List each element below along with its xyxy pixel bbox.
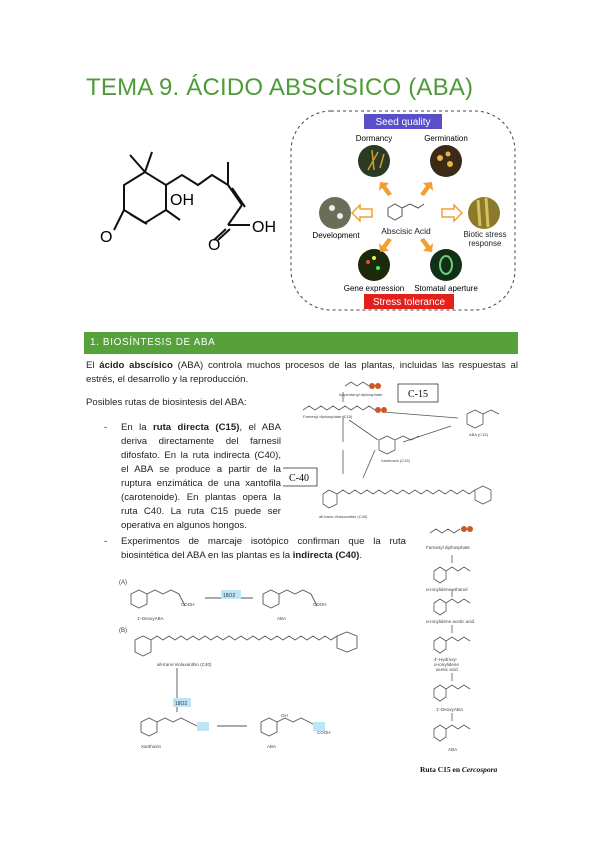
- intro-text-end: (ABA) controla muchos procesos de las plantas, incluidas las respuestas al estrés, el desarrollo y la reproducción.: [86, 360, 519, 385]
- deoxyaba-cerc-label: 1'-DeoxyABA: [436, 707, 464, 712]
- seed-quality-label: Seed quality: [375, 117, 431, 128]
- bullet1-bold: ruta directa (C15): [153, 422, 240, 433]
- bullet2-bold: indirecta (C40): [292, 550, 360, 561]
- deoxyaba-label: 1'-DeoxyABA: [137, 616, 164, 621]
- aba-structure: [90, 150, 290, 255]
- caption-text: Ruta C15 en: [420, 765, 462, 774]
- bullet-item-1: [121, 421, 281, 533]
- biosynthesis-pathway-figure: [283, 378, 519, 530]
- intro-text-start: El: [86, 360, 100, 371]
- hydroxy-label-3: acetic acid: [436, 667, 458, 672]
- section-heading: 1. BIOSÍNTESIS DE ABA: [84, 332, 518, 354]
- c15-label: C-15: [408, 389, 428, 400]
- development-image: [319, 197, 351, 229]
- gene-expression-image: [358, 249, 390, 281]
- bullet-item-2: [121, 535, 406, 563]
- intro-bold-term: ácido abscísico: [99, 360, 173, 371]
- oh-label: OH: [170, 192, 194, 209]
- germination-image: [430, 145, 462, 177]
- biotic-stress-label: Biotic stress response: [463, 230, 507, 248]
- aba-label-a: ABA: [277, 616, 287, 621]
- aba-cerc-label: ABA: [448, 747, 458, 752]
- violaxanthin-b-label: all-trans-Violaxanthin (C40): [157, 662, 212, 667]
- acid-oh-label: OH: [252, 219, 276, 236]
- bullet1-text-a: En la: [121, 422, 154, 433]
- bullet2-text-a: Experimentos de marcaje isotópico confirman que la ruta biosintética del ABA en las plantas es la: [121, 536, 406, 561]
- routes-label: Posibles rutas de biosintesis del ABA:: [86, 397, 247, 408]
- caption-italic: Cercospora: [461, 765, 498, 774]
- dormancy-label: Dormancy: [355, 134, 393, 143]
- hydroxy-label-2: α-ionylidene: [434, 662, 459, 667]
- cooh-label-a: COOH: [181, 602, 195, 607]
- biotic-stress-image: [468, 197, 500, 229]
- xanthoxin-label: Xanthoxin (C15): [381, 458, 410, 463]
- page-title: TEMA 9. ÁCIDO ABSCÍSICO (ABA): [86, 74, 474, 101]
- ionylidene-acid-label: α-Ionylidene acetic acid: [426, 619, 475, 624]
- bullet1-text-b: , el ABA deriva directamente del farnesil difosfato. En la ruta indirecta (C40), el ABA se produce a partir de la ruptura enzimática de una xantofila (carotenoide). En plantas opera la ruta C40. La ruta C15 puede ser operativa en algunos hongos.: [121, 422, 281, 531]
- panel-b-label: (B): [119, 628, 127, 634]
- aba-label-b: ABA: [267, 744, 277, 749]
- stomatal-aperture-label: Stomatal aperture: [414, 284, 478, 293]
- ionylidene-ethanol-label: α-Ionylidene ethanol: [426, 587, 468, 592]
- bullet-dash-1: -: [104, 422, 108, 433]
- oh-label-b: OH: [281, 713, 288, 718]
- stress-tolerance-label: Stress tolerance: [372, 297, 446, 308]
- c40-label: C-40: [289, 473, 309, 484]
- isotope-labeling-figure: [117, 576, 367, 758]
- abscisic-acid-label: Abscisic Acid: [381, 226, 431, 236]
- bullet-dash-2: -: [104, 536, 108, 547]
- germination-label: Germination: [424, 134, 468, 143]
- development-label: Development: [312, 231, 360, 240]
- violaxanthin-label: all-trans-Violaxanthin (C40): [319, 514, 368, 519]
- center-aba-icon: [388, 204, 424, 220]
- cooh-label-b: COOH: [313, 602, 327, 607]
- panel-a-label: (A): [119, 580, 127, 586]
- isopentenyl-label: Isopentenyl diphosphate: [339, 392, 383, 397]
- aba-c15-label: ABA (C15): [469, 432, 488, 437]
- cooh-label-c: COOH: [317, 730, 331, 735]
- o18-label-b: 18O2: [175, 701, 188, 707]
- farnesyl-cerc-label: Farnesyl diphosphate: [426, 545, 470, 550]
- farnesyl-label: Farnesyl diphosphate (C15): [303, 414, 353, 419]
- cercospora-pathway-figure: [412, 523, 522, 783]
- dormancy-image: [358, 145, 390, 177]
- acid-o-label: O: [208, 237, 221, 254]
- o18-label-a: 18O2: [223, 593, 236, 599]
- aba-functions-diagram: [288, 108, 518, 313]
- bullet2-text-b: .: [359, 550, 363, 561]
- cercospora-caption: [420, 765, 498, 774]
- gene-expression-label: Gene expression: [343, 284, 405, 293]
- xanthoxin-b-label: Xanthoxin: [141, 744, 162, 749]
- hydroxy-label-1: 4'-Hydroxy-: [434, 657, 458, 662]
- ketone-o-label: O: [100, 229, 113, 246]
